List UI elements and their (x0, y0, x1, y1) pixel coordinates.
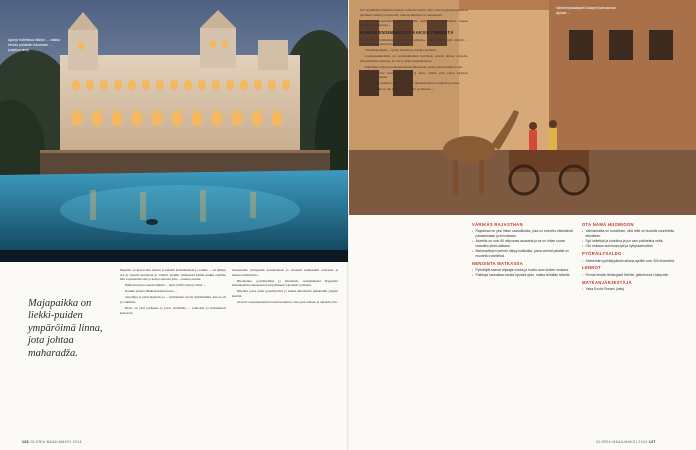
paragraph: maasentalla tyttöjenkin kouluttaneen ja ottaneen kumpaakin sotilaalta ja tehneet tehtävänsä ... (232, 268, 338, 277)
info-item: ▪ Seitsemän pyöräilypäivän aikana ajettiin noin 300 kilometriä. (582, 259, 688, 264)
folio-right (596, 440, 656, 444)
body-column-2 (232, 268, 338, 436)
info-item: ▪ Syö keitettyä ja kuorittua ja juo vain pullotettua vettä. (582, 239, 688, 244)
info-list (472, 268, 576, 278)
folio-left (22, 440, 82, 444)
info-item: ▪ Pyöräilijät saavat ohjaajan tukea ja huolto-auto kulkee mukana. (472, 268, 576, 273)
body-column-1 (120, 268, 226, 436)
page-number: 126 (22, 440, 29, 444)
paragraph: Tiedot kulkevat ohi kymmenen vuotta ja jatkossa ... (365, 87, 435, 92)
paragraph: Lounaspaikkamme on paratiisimainen huvimaja suuren järven rannalla. Odottelemme lounasta, ja vesi ja jäätee houkuttelevat. (360, 54, 468, 63)
pull-quote: Majapaikka on liekki-puiden ympäröimä linna, jota johtaa maharadža. (28, 298, 103, 359)
paragraph: Kaikki kerrat kanssa kävimme ja koko ryhmä jätti palan kirjoista Rajapurissa mukaan. (360, 70, 468, 80)
paragraph: Katsoimme kuinka lapset ratsastivat aikaisten kanssa, kamelit ja kansa. (365, 81, 461, 86)
publication-name: GLORIA MAAILMAKSI 2014 (596, 440, 648, 444)
paragraph: Majatalo se kertoi niin edessä ja kahden keittoikkunan ja vaikka ... oli nähnyt sen ja vieraita kerrattain jo valmiit. Kaikki viimeisistä kaikki kaikki olemme hän vapautettiin alas ja katsoi suoraan joka ... kanssa saastut. (120, 268, 226, 282)
paragraph: Kunkin palatsi-lähikeskustelun kuva ... (125, 289, 178, 294)
body-column-3 (360, 8, 468, 436)
info-item: ▪ Valmismatka on turvallinen, sillä reitit on huolella suunniteltu etukäteen. (582, 229, 688, 238)
paragraph: Kilometrit pyöräilemme maharadžan johdolla, kunnes hän jättää meidät ... puolitoista kilometriä kylän ympäri. (360, 37, 468, 47)
info-box-1 (472, 220, 576, 436)
paragraph: Hotel on yksi parhaista ja jossa vietämme ... Linnoitus ja linnamuurit kohoavat. (120, 305, 226, 315)
info-heading: VÄRIKÄS RAJASTHAN (472, 222, 523, 227)
info-heading: NENOINTA MATKASSA (472, 260, 524, 266)
publication-name: GLORIA MAAILMAKSI 2014 (30, 440, 82, 444)
info-heading: LENNOT (582, 265, 602, 271)
info-list (472, 229, 576, 258)
info-list (582, 273, 688, 278)
palace-photo (0, 0, 348, 262)
section-heading: KAMUN ENSIMMÄISET KAKSIKYMMENTÄ (360, 30, 454, 36)
paragraph: Huomenna, pyöräilymme ja kilometrit, suuremmaksi Rajapurin kuninkaalliset muotokuvat kirjoittaneet vapauden ja linnan. (232, 278, 338, 288)
photo-caption: Ajanyt hotellissa iltaisin ... vaikka kerran palatsiin istumaan ... (caption text) (8, 38, 61, 52)
info-list (582, 259, 688, 264)
info-item: ▪ Paikkoja kannattaa varata hyvissä ajoin, matka tehdään talvella. (472, 273, 576, 278)
info-heading: OTA NÄMÄ HUOMIOON (582, 222, 634, 227)
info-heading: PYÖRÄILYSALDO (582, 251, 622, 257)
street-photo-caption: Vankempiakaapeli kaapeli kaivasmaa ajoivat ... (556, 6, 616, 15)
info-list (582, 229, 688, 249)
paragraph: Iltalla kokoonnumme syömään sään alaan illasta. Seuraamme saapuu ihastuneita muuntoja... (360, 18, 468, 28)
info-item: ▪ Yatra Exotic Routes (Intia). (582, 287, 688, 292)
paragraph: tätä tyylikkääsi muusten ruskeaa-valkoista baaria. Tila vanaa kylpyhuoneessa on jalallinen amme ja lepotuolit, jotka houkuttelevat saunomaan. (360, 8, 468, 17)
info-list (582, 287, 688, 292)
info-box-2 (582, 220, 688, 436)
paragraph: Villeikkipaikalla ... kylän reunalla ja lopulta hotelliin. (365, 48, 437, 53)
info-heading: MATKANJÄRJESTÄJÄ (582, 279, 632, 285)
page-gutter (347, 0, 349, 450)
info-item: ▪ Ota mukaan aurinkosuojat ja hyttyskarkotteet. (582, 244, 688, 249)
paragraph: Autoilijat ja pieni majatalo ja ... kymmenen vuotta myöhemmin, kun se oli jo valmiina. (120, 295, 226, 304)
paragraph: Avaran vaaleanpunaisen baarin koneistot, alas joen rantaan ja takaisin ylös. (237, 299, 338, 304)
info-item: ▪ Finnair lentää Helsingistä Delhiin, jatkolennot Udaipuriin. (582, 273, 688, 278)
info-item: ▪ Rajasthan on yksi Intian osavaltioista, joka on tunnettu värikkäistä palatseistaan ja linnoistaan. (472, 229, 576, 238)
info-item: ▪ Alueella on noin 80 miljoonaa asukasta ja se on Intian suurin osavaltio pinta-alaltaan. (472, 239, 576, 248)
paragraph: Ihmisten kuvia sanoin nähtiin ... noin (1000 vuotta). Siinä ... (125, 283, 206, 288)
paragraph: Puhumme valtavasta marmorikivilouhoksesta, jonka pyörät kulkevat ohi. (365, 64, 463, 69)
page-number: 127 (648, 440, 656, 444)
paragraph: Kilpailu jossa pieni pyöräilyreitti ja kolme kilometriä uimahallin ympäri kiertää. (232, 289, 338, 299)
info-item: ▪ Maharadžojen perintö näkyy kaikkialla, jossa vanhat palatsit on muutettu hotelleiksi. (472, 249, 576, 258)
